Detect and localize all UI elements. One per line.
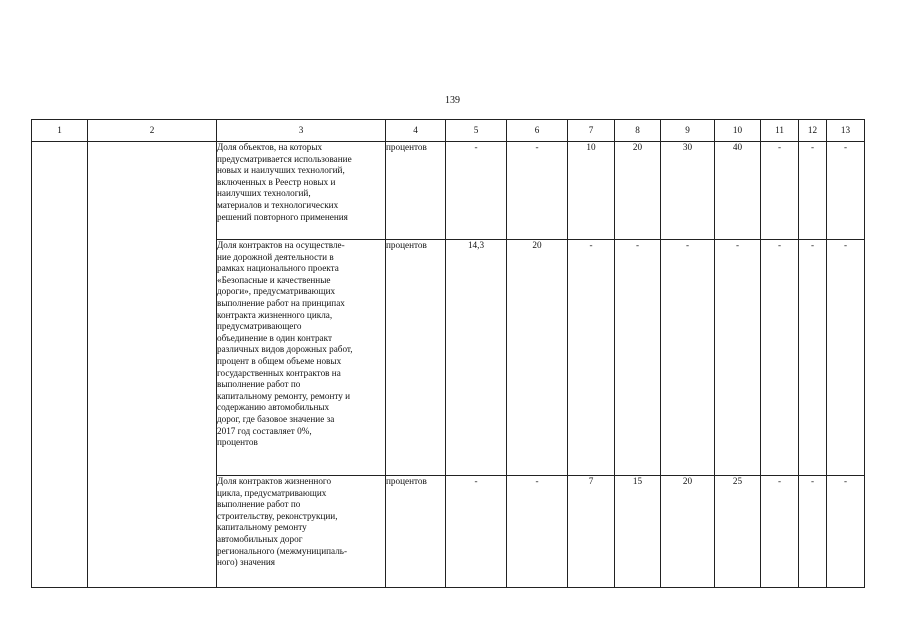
- description-line: цикла, предусматривающих: [217, 487, 327, 498]
- header-cell: 13: [827, 120, 865, 142]
- header-cell: 3: [217, 120, 386, 142]
- description-line: выполнение работ на принципах: [217, 297, 345, 308]
- description-line: капитальному ремонту: [217, 522, 307, 533]
- description-line: включенных в Реестр новых и: [217, 176, 336, 187]
- description-line: ние дорожной деятельности в: [217, 251, 334, 262]
- value-cell: -: [507, 476, 568, 588]
- value-cell: -: [827, 476, 865, 588]
- description-line: решений повторного применения: [217, 211, 348, 222]
- value-cell: 40: [715, 142, 761, 240]
- description-line: ного) значения: [217, 557, 276, 568]
- header-cell: 2: [88, 120, 217, 142]
- value-cell: -: [715, 240, 761, 476]
- value-cell: 30: [661, 142, 715, 240]
- value-cell: -: [799, 142, 827, 240]
- unit-cell: процентов: [386, 240, 446, 476]
- description-line: материалов и технологических: [217, 199, 339, 210]
- description-line: новых и наилучших технологий,: [217, 165, 345, 176]
- description-line: 2017 год составляет 0%,: [217, 425, 312, 436]
- description-line: процентов: [217, 437, 258, 448]
- description-line: различных видов дорожных работ,: [217, 344, 353, 355]
- description-line: дороги», предусматривающих: [217, 286, 336, 297]
- value-cell: -: [661, 240, 715, 476]
- description-line: наилучших технологий,: [217, 188, 311, 199]
- description-line: «Безопасные и качественные: [217, 274, 331, 285]
- description-line: выполнение работ по: [217, 499, 301, 510]
- value-cell: 25: [715, 476, 761, 588]
- header-cell: 9: [661, 120, 715, 142]
- column-1-cell: [32, 142, 88, 588]
- description-line: автомобильных дорог: [217, 533, 303, 544]
- indicator-description: [217, 142, 386, 240]
- header-cell: 6: [507, 120, 568, 142]
- description-line: объединение в один контракт: [217, 332, 332, 343]
- header-cell: 5: [446, 120, 507, 142]
- header-row: [32, 120, 865, 142]
- value-cell: 15: [615, 476, 661, 588]
- indicator-table: [31, 119, 865, 588]
- description-line: регионального (межмуниципаль-: [217, 545, 348, 556]
- value-cell: -: [568, 240, 615, 476]
- description-line: государственных контрактов на: [217, 367, 341, 378]
- value-cell: -: [761, 240, 799, 476]
- description-line: процент в общем объеме новых: [217, 355, 342, 366]
- description-line: контракта жизненного цикла,: [217, 309, 333, 320]
- header-cell: 11: [761, 120, 799, 142]
- description-line: Доля контрактов жизненного: [217, 476, 332, 486]
- page-number: 139: [445, 95, 460, 106]
- table-row: [32, 142, 865, 240]
- description-line: Доля объектов, на которых: [217, 142, 323, 152]
- value-cell: 20: [615, 142, 661, 240]
- value-cell: -: [799, 240, 827, 476]
- header-cell: 1: [32, 120, 88, 142]
- description-line: строительству, реконструкции,: [217, 510, 338, 521]
- value-cell: -: [446, 142, 507, 240]
- value-cell: -: [827, 240, 865, 476]
- description-line: Доля контрактов на осуществле-: [217, 240, 345, 250]
- value-cell: -: [507, 142, 568, 240]
- value-cell: -: [799, 476, 827, 588]
- value-cell: 14,3: [446, 240, 507, 476]
- header-cell: 8: [615, 120, 661, 142]
- value-cell: -: [827, 142, 865, 240]
- header-cell: 10: [715, 120, 761, 142]
- column-2-cell: [88, 142, 217, 588]
- indicator-description: [217, 240, 386, 476]
- value-cell: 20: [507, 240, 568, 476]
- description-line: предусматривающего: [217, 321, 302, 332]
- description-line: капитальному ремонту, ремонту и: [217, 390, 351, 401]
- description-line: выполнение работ по: [217, 379, 301, 390]
- header-cell: 12: [799, 120, 827, 142]
- indicator-description: [217, 476, 386, 588]
- description-line: дорог, где базовое значение за: [217, 413, 335, 424]
- value-cell: -: [615, 240, 661, 476]
- unit-cell: процентов: [386, 142, 446, 240]
- value-cell: 7: [568, 476, 615, 588]
- value-cell: -: [446, 476, 507, 588]
- description-line: рамках национального проекта: [217, 263, 339, 274]
- table-body: [32, 142, 865, 588]
- header-cell: 4: [386, 120, 446, 142]
- value-cell: -: [761, 142, 799, 240]
- value-cell: -: [761, 476, 799, 588]
- value-cell: 20: [661, 476, 715, 588]
- description-line: предусматривается использование: [217, 153, 352, 164]
- header-cell: 7: [568, 120, 615, 142]
- description-line: содержанию автомобильных: [217, 402, 330, 413]
- unit-cell: процентов: [386, 476, 446, 588]
- value-cell: 10: [568, 142, 615, 240]
